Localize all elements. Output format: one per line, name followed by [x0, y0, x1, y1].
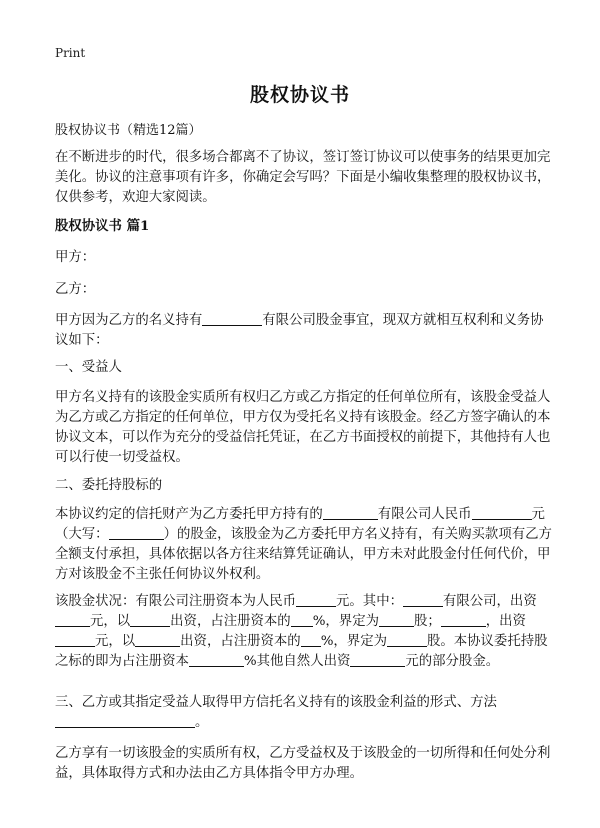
p3-text-13: %其他自然人出资 — [243, 654, 351, 669]
blank-line — [472, 505, 532, 520]
beneficiary-paragraph: 甲方名义持有的该股金实质所有权归乙方或乙方指定的任何单位所有，该股金受益人为乙方或乙方指定的任何单位，甲方仅为受托名义持有该股金。经乙方签字确认的本协议文本，可以作为充分的受益信托凭证，在乙方书面授权的前提下，其他持有人也可以行使一切受益权。 — [55, 390, 551, 465]
blank-line — [135, 632, 180, 647]
p3-text-6: %，界定为 — [312, 614, 379, 629]
blank-line — [55, 632, 95, 647]
p3-text-11: %，界定为 — [320, 634, 387, 649]
p3-text-10: 出资，占注册资本的 — [180, 634, 301, 649]
blank-line — [55, 713, 195, 728]
party-a-line: 甲方： — [55, 250, 96, 265]
print-link[interactable]: Print — [55, 46, 86, 60]
purpose-text-2: 有限公司股金事宜，现双方就相互权利和义务协议如下： — [55, 313, 544, 348]
p2-text-1: 本协议约定的信托财产为乙方委托甲方持有的 — [55, 507, 323, 522]
blank-line — [403, 592, 443, 607]
ownership-paragraph: 乙方享有一切该股金的实质所有权，乙方受益权及于该股金的一切所得和任何处分利益，具体取得方式和办法由乙方具体指令甲方办理。 — [55, 746, 551, 781]
p3-text-7: 股； — [413, 614, 441, 629]
blank-line — [301, 632, 321, 647]
purpose-text-1: 甲方因为乙方的名义持有 — [55, 313, 203, 328]
page-title: 股权协议书 — [249, 84, 350, 106]
p3-text-9: 元，以 — [95, 634, 136, 649]
blank-line — [323, 505, 378, 520]
heading-benefit-method — [55, 693, 555, 733]
blank-line — [350, 652, 405, 667]
heading-beneficiary: 一、受益人 — [55, 360, 122, 375]
intro-paragraph: 在不断进步的时代，很多场合都离不了协议，签订签订协议可以使事务的结果更加完美化。协议的注意事项有许多，你确定会写吗？下面是小编收集整理的股权协议书，仅供参考，欢迎大家阅读。 — [55, 150, 551, 205]
blank-line — [109, 525, 164, 540]
p3-text-2: 元。其中： — [336, 594, 403, 609]
blank-line — [296, 592, 336, 607]
blank-line — [291, 612, 313, 627]
party-b-line: 乙方： — [55, 282, 96, 297]
p3-text-8: ，出资 — [485, 614, 526, 629]
blank-line — [441, 612, 486, 627]
p3-text-4: 元，以 — [90, 614, 131, 629]
subtitle: 股权协议书（精选12篇） — [55, 123, 202, 138]
h3-end: 。 — [195, 715, 209, 730]
p3-text-14: 元的部分股金。 — [405, 654, 500, 669]
section-heading: 股权协议书 篇1 — [55, 218, 150, 234]
p3-text-1: 该股金状况：有限公司注册资本为人民币 — [55, 594, 297, 609]
p3-text-12: 股。本协议委托持股之标的即为占注册资本 — [55, 634, 548, 669]
purpose-paragraph — [55, 311, 555, 351]
p2-text-4: ）的股金，该股金为乙方委托甲方名义持有，有关购买款项有乙方全额支付承担，具体依据以各方往来结算凭证确认，甲方未对此股金付任何代价，甲方对该股金不主张任何协议外权利。 — [55, 527, 552, 582]
p3-text-3: 有限公司，出资 — [442, 594, 537, 609]
p2-text-3: 元（大写： — [55, 507, 545, 542]
trust-property-paragraph — [55, 505, 555, 585]
p3-text-5: 出资，占注册资本的 — [170, 614, 291, 629]
blank-line — [202, 311, 262, 326]
h3-text: 三、乙方或其指定受益人取得甲方信托名义持有的该股金利益的形式、方法 — [55, 695, 497, 710]
blank-line — [387, 632, 427, 647]
p2-text-2: 有限公司人民币 — [377, 507, 472, 522]
blank-line — [55, 612, 90, 627]
blank-line — [130, 612, 170, 627]
blank-line — [189, 652, 244, 667]
blank-line — [379, 612, 414, 627]
heading-entrusted-shares: 二、委托持股标的 — [55, 478, 163, 493]
share-status-paragraph — [55, 592, 555, 672]
